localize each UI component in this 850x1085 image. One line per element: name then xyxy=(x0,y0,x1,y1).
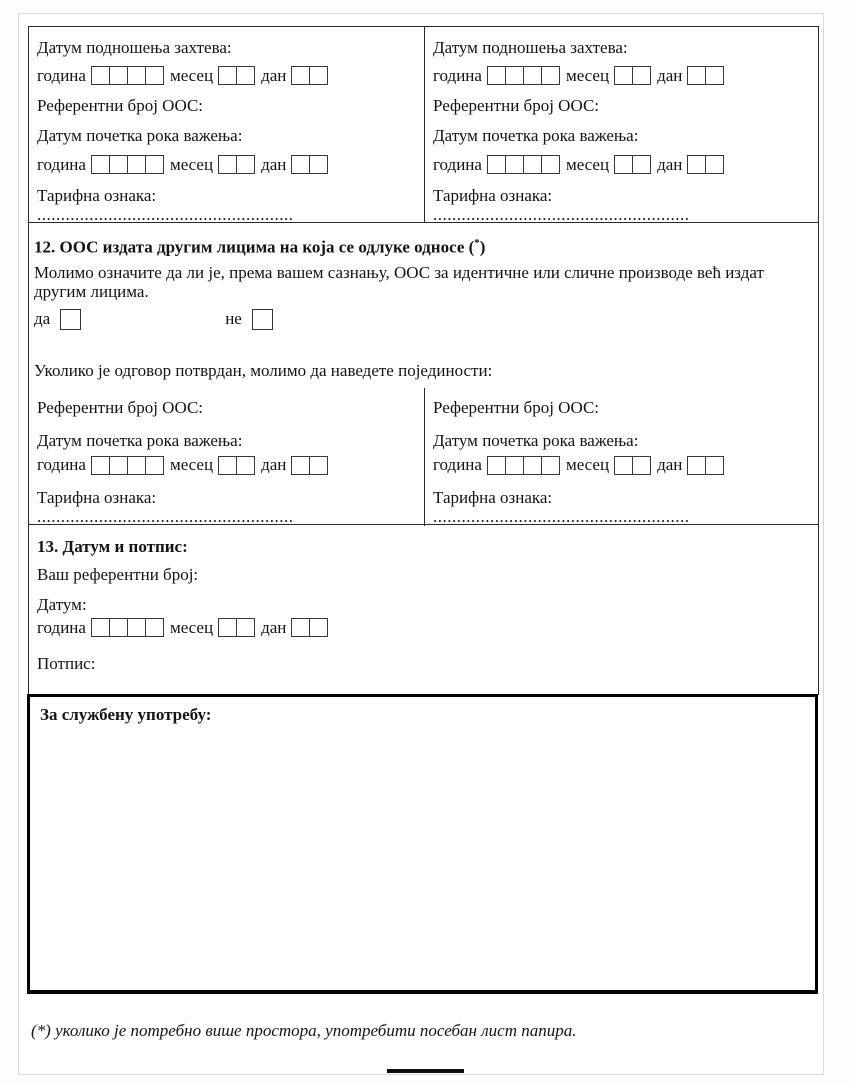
digit-box[interactable] xyxy=(705,66,724,85)
month-input-boxes[interactable] xyxy=(614,155,651,174)
digit-box[interactable] xyxy=(236,155,255,174)
digit-box[interactable] xyxy=(218,155,237,174)
details-prompt: Уколико је одговор потврдан, молимо да наведете појединости: xyxy=(34,360,493,380)
day-input-boxes[interactable] xyxy=(687,66,724,85)
year-input-boxes[interactable] xyxy=(487,66,560,85)
month-input-boxes[interactable] xyxy=(218,618,255,637)
request-date-cell-right xyxy=(424,27,818,222)
day-label: дан xyxy=(657,154,683,174)
section-12-description: Молимо означите да ли је, према вашем сазнању, ООС за идентичне или сличне производе већ издат другим лицима. xyxy=(34,262,764,301)
submission-date-row xyxy=(37,65,416,86)
validity-date-row xyxy=(433,154,810,175)
digit-box[interactable] xyxy=(145,618,164,637)
top-row xyxy=(29,27,818,222)
validity-start-label: Датум почетка рока важења: xyxy=(37,430,243,450)
day-input-boxes[interactable] xyxy=(687,155,724,174)
digit-box[interactable] xyxy=(632,155,651,174)
tariff-fill-line: ...................................................... xyxy=(37,506,294,526)
month-label: месец xyxy=(169,455,214,475)
month-label: месец xyxy=(565,455,610,475)
yes-checkbox[interactable] xyxy=(60,309,81,330)
digit-box[interactable] xyxy=(291,618,310,637)
digit-box[interactable] xyxy=(109,618,128,637)
digit-box[interactable] xyxy=(291,456,310,475)
section-12-detail-columns xyxy=(29,388,818,526)
digit-box[interactable] xyxy=(145,456,164,475)
validity-date-row xyxy=(37,154,416,175)
digit-box[interactable] xyxy=(309,66,328,85)
detail-cell-left xyxy=(29,388,424,526)
digit-box[interactable] xyxy=(705,456,724,475)
submission-date-row xyxy=(433,65,810,86)
tariff-fill-line: ...................................................... xyxy=(433,205,690,224)
detail-cell-right xyxy=(424,388,818,526)
year-label: година xyxy=(37,617,86,637)
your-ref-label: Ваш референтни број: xyxy=(37,565,199,584)
day-label: дан xyxy=(261,154,287,174)
yes-label: да xyxy=(34,309,51,329)
digit-box[interactable] xyxy=(127,155,146,174)
tariff-code-line xyxy=(433,186,810,224)
page-break-bar xyxy=(387,1069,464,1073)
ref-number-label: Референтни број ООС: xyxy=(37,397,204,417)
digit-box[interactable] xyxy=(291,66,310,85)
digit-box[interactable] xyxy=(145,66,164,85)
year-label: година xyxy=(433,65,482,85)
year-label: година xyxy=(37,154,86,174)
digit-box[interactable] xyxy=(614,155,633,174)
digit-box[interactable] xyxy=(291,155,310,174)
month-label: месец xyxy=(565,154,610,174)
section-12-heading-text: 12. ООС издата другим лицима на која се одлуке односе ( xyxy=(34,237,475,257)
digit-box[interactable] xyxy=(523,66,542,85)
ref-number-label: Референтни број ООС: xyxy=(433,96,600,115)
month-input-boxes[interactable] xyxy=(614,66,651,85)
tariff-label: Тарифна ознака: xyxy=(433,487,553,507)
year-input-boxes[interactable] xyxy=(91,456,164,475)
day-label: дан xyxy=(261,455,287,475)
month-label: месец xyxy=(169,65,214,85)
digit-box[interactable] xyxy=(541,66,560,85)
year-label: година xyxy=(433,455,482,475)
month-input-boxes[interactable] xyxy=(218,456,255,475)
year-input-boxes[interactable] xyxy=(487,155,560,174)
month-input-boxes[interactable] xyxy=(218,155,255,174)
digit-box[interactable] xyxy=(523,155,542,174)
year-input-boxes[interactable] xyxy=(91,155,164,174)
digit-box[interactable] xyxy=(236,456,255,475)
request-date-cell-left xyxy=(29,27,424,222)
signature-date-row xyxy=(37,617,810,638)
digit-box[interactable] xyxy=(127,66,146,85)
tariff-code-line xyxy=(433,488,810,526)
digit-box[interactable] xyxy=(614,66,633,85)
validity-date-row xyxy=(433,455,810,476)
day-label: дан xyxy=(657,455,683,475)
digit-box[interactable] xyxy=(236,618,255,637)
digit-box[interactable] xyxy=(309,456,328,475)
year-label: година xyxy=(37,455,86,475)
digit-box[interactable] xyxy=(91,618,110,637)
digit-box[interactable] xyxy=(127,456,146,475)
day-input-boxes[interactable] xyxy=(687,456,724,475)
tariff-code-line xyxy=(37,488,416,526)
digit-box[interactable] xyxy=(487,155,506,174)
digit-box[interactable] xyxy=(523,456,542,475)
digit-box[interactable] xyxy=(218,456,237,475)
tariff-label: Тарифна ознака: xyxy=(37,186,157,205)
document-page xyxy=(18,13,824,1075)
no-checkbox[interactable] xyxy=(252,309,273,330)
ref-number-label: Референтни број ООС: xyxy=(37,96,204,115)
digit-box[interactable] xyxy=(309,155,328,174)
yes-no-row xyxy=(34,309,818,330)
section-12-heading-close: ) xyxy=(479,237,486,257)
digit-box[interactable] xyxy=(632,66,651,85)
digit-box[interactable] xyxy=(505,66,524,85)
day-label: дан xyxy=(657,65,683,85)
digit-box[interactable] xyxy=(127,618,146,637)
year-input-boxes[interactable] xyxy=(487,456,560,475)
tariff-fill-line: ...................................................... xyxy=(433,506,690,526)
digit-box[interactable] xyxy=(687,456,706,475)
digit-box[interactable] xyxy=(487,66,506,85)
date-label: Датум: xyxy=(37,595,87,614)
digit-box[interactable] xyxy=(91,66,110,85)
form-table xyxy=(28,26,819,695)
section-12-heading xyxy=(34,234,810,257)
validity-start-label: Датум почетка рока важења: xyxy=(433,430,639,450)
validity-start-label: Датум почетка рока важења: xyxy=(37,126,243,145)
year-label: година xyxy=(37,65,86,85)
submission-date-label: Датум подношења захтева: xyxy=(433,38,628,57)
no-label: не xyxy=(225,309,242,329)
digit-box[interactable] xyxy=(505,456,524,475)
digit-box[interactable] xyxy=(309,618,328,637)
day-input-boxes[interactable] xyxy=(291,456,328,475)
month-label: месец xyxy=(169,154,214,174)
digit-box[interactable] xyxy=(541,155,560,174)
digit-box[interactable] xyxy=(145,155,164,174)
footnote: (*) уколико је потребно више простора, употребити посебан лист папира. xyxy=(31,1021,577,1040)
month-label: месец xyxy=(169,617,214,637)
tariff-label: Тарифна ознака: xyxy=(37,487,157,507)
digit-box[interactable] xyxy=(91,456,110,475)
digit-box[interactable] xyxy=(541,456,560,475)
submission-date-label: Датум подношења захтева: xyxy=(37,38,232,57)
year-label: година xyxy=(433,154,482,174)
day-input-boxes[interactable] xyxy=(291,66,328,85)
tariff-fill-line: ...................................................... xyxy=(37,205,294,224)
digit-box[interactable] xyxy=(109,456,128,475)
section-13 xyxy=(29,524,818,695)
validity-start-label: Датум почетка рока важења: xyxy=(433,126,639,145)
digit-box[interactable] xyxy=(687,155,706,174)
month-input-boxes[interactable] xyxy=(614,456,651,475)
digit-box[interactable] xyxy=(91,155,110,174)
footnote-asterisk: * xyxy=(474,237,480,249)
section-13-heading: 13. Датум и потпис: xyxy=(37,537,188,556)
digit-box[interactable] xyxy=(236,66,255,85)
tariff-label: Тарифна ознака: xyxy=(433,186,553,205)
year-input-boxes[interactable] xyxy=(91,66,164,85)
month-input-boxes[interactable] xyxy=(218,66,255,85)
digit-box[interactable] xyxy=(705,155,724,174)
tariff-code-line xyxy=(37,186,416,224)
digit-box[interactable] xyxy=(487,456,506,475)
digit-box[interactable] xyxy=(687,66,706,85)
digit-box[interactable] xyxy=(614,456,633,475)
day-input-boxes[interactable] xyxy=(291,618,328,637)
official-use-title: За службену употребу: xyxy=(40,705,212,724)
digit-box[interactable] xyxy=(218,66,237,85)
day-label: дан xyxy=(261,65,287,85)
digit-box[interactable] xyxy=(109,155,128,174)
validity-date-row xyxy=(37,455,416,476)
month-label: месец xyxy=(565,65,610,85)
signature-label: Потпис: xyxy=(37,654,96,673)
digit-box[interactable] xyxy=(109,66,128,85)
ref-number-label: Референтни број ООС: xyxy=(433,397,600,417)
digit-box[interactable] xyxy=(218,618,237,637)
year-input-boxes[interactable] xyxy=(91,618,164,637)
official-use-box xyxy=(27,694,818,994)
section-12 xyxy=(29,222,818,524)
day-label: дан xyxy=(261,617,287,637)
day-input-boxes[interactable] xyxy=(291,155,328,174)
digit-box[interactable] xyxy=(505,155,524,174)
digit-box[interactable] xyxy=(632,456,651,475)
